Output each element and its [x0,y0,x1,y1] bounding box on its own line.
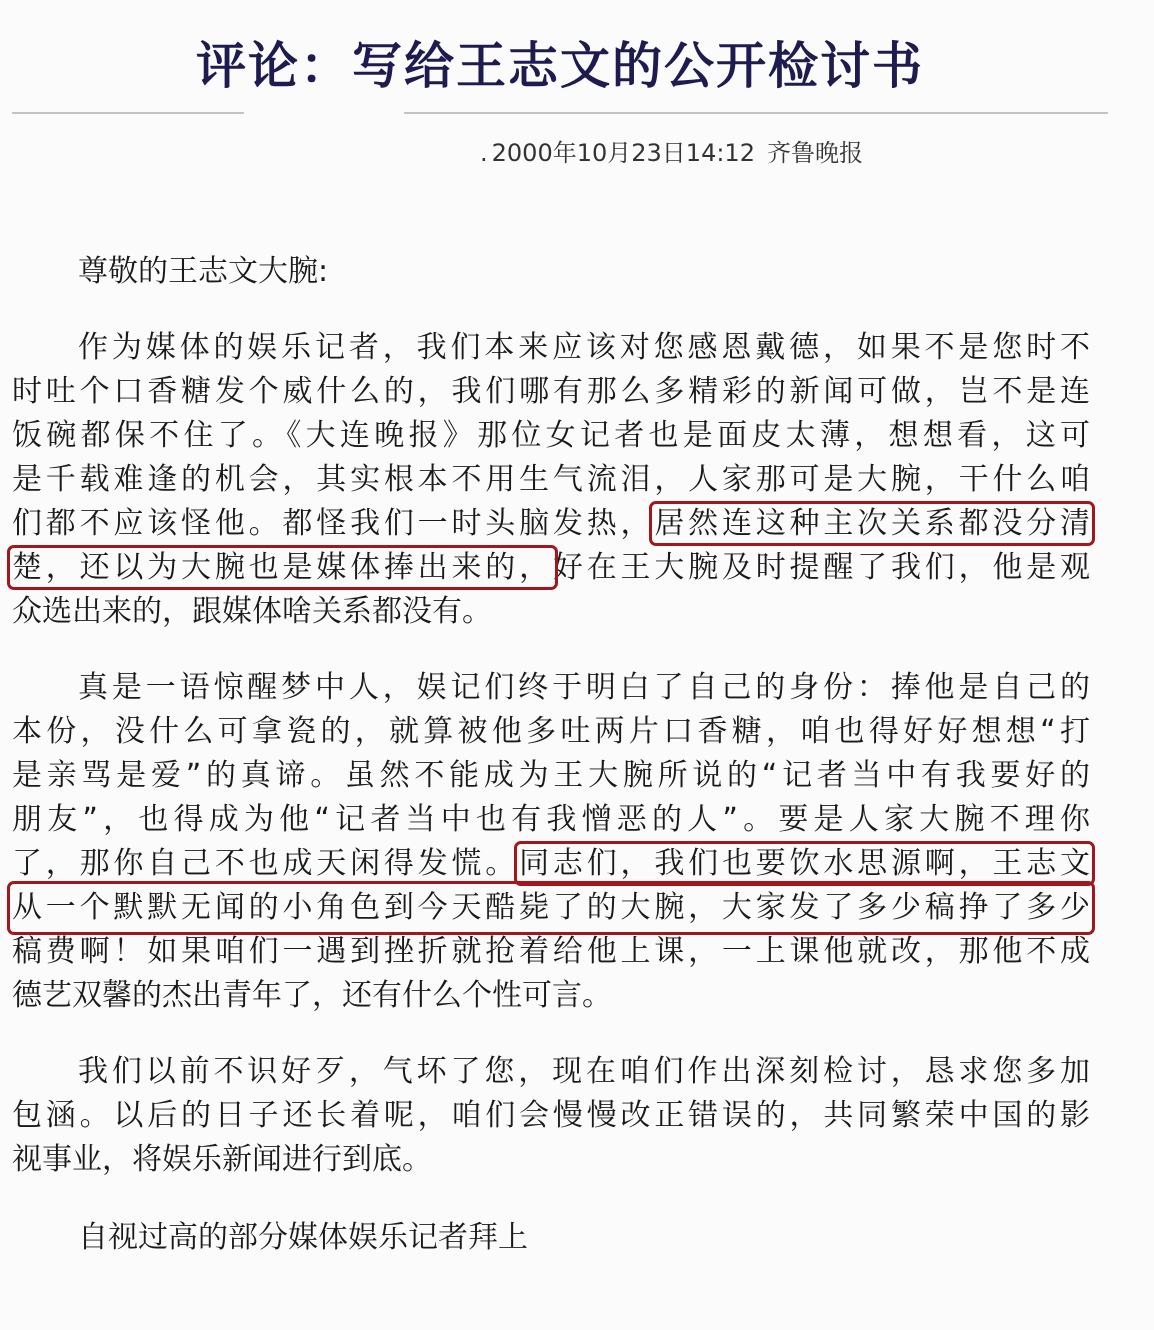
paragraph-2-line-6: 从一个默默无闻的小角色到今天酷毙了的大腕，大家发了多少稿挣了多少 [12,886,1090,930]
paragraph-2-line-5-text: 了，那你自己不也成天闲得发慌。 [12,846,520,881]
paragraph-1-line-6 [12,546,1090,590]
paragraph-2-line-1: 真是一语惊醒梦中人，娱记们终于明白了自己的身份：捧他是自己的 [78,670,1090,705]
paragraph-2-line-3: 是亲骂是爱”的真谛。虽然不能成为王大腕所说的“记者当中有我要好的 [12,758,1090,793]
title-rule-right [404,112,1108,114]
publication-source: 齐鲁晚报 [766,139,863,167]
highlighted-phrase-1: 居然连这种主次关系都没分清 [654,506,1091,541]
article-meta [480,136,863,170]
highlighted-phrase-3: 同志们，我们也要饮水思源啊，王志文 [519,846,1091,881]
paragraph-2-line-7: 稿费啊！如果咱们一遇到挫折就抢着给他上课，一上课他就改，那他不成 [12,934,1090,969]
paragraph-2-line-4: 朋友”，也得成为他“记者当中也有我憎恶的人”。要是人家大腕不理你 [12,802,1090,837]
paragraph-1-line-5-text: 们都不应该怪他。都怪我们一时头脑发热， [12,506,655,541]
paragraph-3-line-1: 我们以前不识好歹，气坏了您，现在咱们作出深刻检讨，恳求您多加 [78,1054,1090,1089]
paragraph-1-line-4: 是千载难逢的机会，其实根本不用生气流泪，人家那可是大腕，干什么咱 [12,462,1090,497]
paragraph-2-line-5 [12,842,1090,886]
paragraph-1-line-7: 众选出来的，跟媒体啥关系都没有。 [12,594,492,629]
paragraph-3-line-2: 包涵。以后的日子还长着呢，咱们会慢慢改正错误的，共同繁荣中国的影 [12,1098,1090,1133]
title-rule-left [12,112,244,114]
paragraph-1-line-6-text: 好在王大腕及时提醒了我们，他是观 [552,550,1091,585]
paragraph-3-line-3: 视事业，将娱乐新闻进行到底。 [12,1142,432,1177]
signature: 自视过高的部分媒体娱乐记者拜上 [78,1220,528,1255]
paragraph-2-line-8: 德艺双馨的杰出青年了，还有什么个性可言。 [12,978,612,1013]
paragraph-1-line-1: 作为媒体的娱乐记者，我们本来应该对您感恩戴德，如果不是您时不 [78,330,1090,365]
paragraph-1-line-5 [12,502,1090,546]
paragraph-1-line-3: 饭碗都保不住了。《大连晚报》那位女记者也是面皮太薄，想想看，这可 [12,418,1090,453]
paragraph-1-line-2: 时吐个口香糖发个威什么的，我们哪有那么多精彩的新闻可做，岂不是连 [12,374,1090,409]
salutation: 尊敬的王志文大腕: [78,254,329,289]
publish-date: 2000年10月23日14:12 [491,139,755,167]
highlighted-phrase-2: 楚，还以为大腕也是媒体捧出来的， [12,550,553,585]
paragraph-2-line-2: 本份，没什么可拿瓷的，就算被他多吐两片口香糖，咱也得好好想想“打 [12,714,1090,749]
article-title: 评论：写给王志文的公开检讨书 [196,37,924,95]
meta-dot: . [480,139,488,167]
